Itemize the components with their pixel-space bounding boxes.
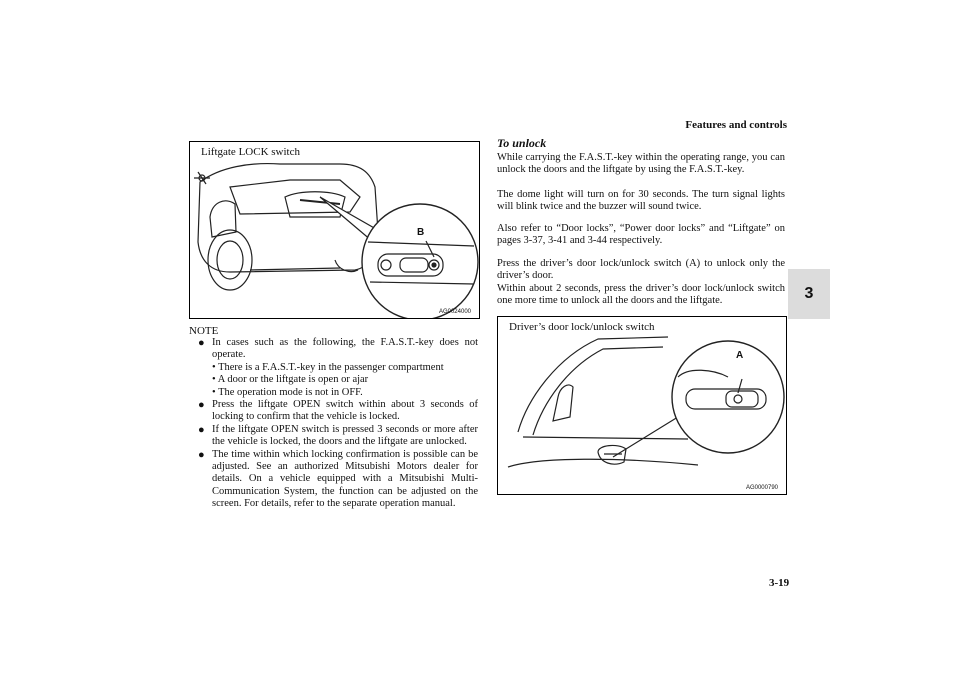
unlock-paragraph: Press the driver’s door lock/unlock switch (A) to unlock only the driver’s door. (497, 258, 785, 282)
callout-letter-a: A (736, 350, 744, 361)
section-header: Features and controls (685, 119, 787, 131)
note-subitem: • There is a F.A.S.T.-key in the passenger compartment (212, 361, 444, 373)
liftgate-illustration (190, 142, 479, 318)
note-item (198, 449, 478, 511)
callout-letter-b: B (417, 227, 425, 238)
note-list (198, 337, 478, 511)
unlock-paragraph: Within about 2 seconds, press the driver’s door lock/unlock switch one more time to unlock all the doors and the liftgate. (497, 283, 785, 307)
note-subitem: • A door or the liftgate is open or ajar (212, 374, 369, 386)
section-title: To unlock (497, 136, 547, 150)
note-title: NOTE (189, 325, 219, 337)
driver-door-switch-figure (497, 316, 787, 495)
figure-code: AG0024000 (438, 309, 471, 315)
chapter-tab: 3 (788, 269, 830, 319)
note-item-text: Press the liftgate OPEN switch within about 3 seconds of locking to confirm that the vehicle is locked. (212, 399, 478, 423)
figure-caption: Driver’s door lock/unlock switch (509, 321, 655, 333)
unlock-paragraph: Also refer to “Door locks”, “Power door locks” and “Liftgate” on pages 3-37, 3-41 and 3-44 respectively. (497, 223, 785, 247)
note-item-text: If the liftgate OPEN switch is pressed 3 seconds or more after the vehicle is locked, the doors and the liftgate are unlocked. (212, 423, 478, 448)
door-illustration (498, 317, 786, 494)
note-item-text: The time within which locking confirmation is possible can be adjusted. See an authorized Mitsubishi Motors dealer for details. On a vehicle equipped with a Mitsubishi Multi-Communication System, the function can be adjusted on the screen. For details, refer to the separate operation manual. (212, 448, 478, 510)
unlock-paragraph: While carrying the F.A.S.T.-key within the operating range, you can unlock the doors and the liftgate by using the F.A.S.T.-key. (497, 152, 785, 176)
note-item (198, 337, 478, 399)
note-item (198, 424, 478, 449)
page-number: 3-19 (769, 577, 790, 589)
figure-code: AG0000790 (745, 485, 778, 491)
bullet-icon: ● (198, 448, 205, 461)
note-item-text: In cases such as the following, the F.A.S.T.-key does not operate. (212, 337, 478, 361)
bullet-icon: ● (198, 337, 205, 349)
figure-caption: Liftgate LOCK switch (201, 146, 300, 158)
liftgate-lock-switch-figure (189, 141, 480, 319)
bullet-icon: ● (198, 423, 205, 436)
unlock-paragraph: The dome light will turn on for 30 seconds. The turn signal lights will blink twice and the buzzer will sound twice. (497, 189, 785, 213)
note-subitem: • The operation mode is not in OFF. (212, 386, 363, 398)
bullet-icon: ● (198, 399, 205, 412)
note-item (198, 399, 478, 424)
